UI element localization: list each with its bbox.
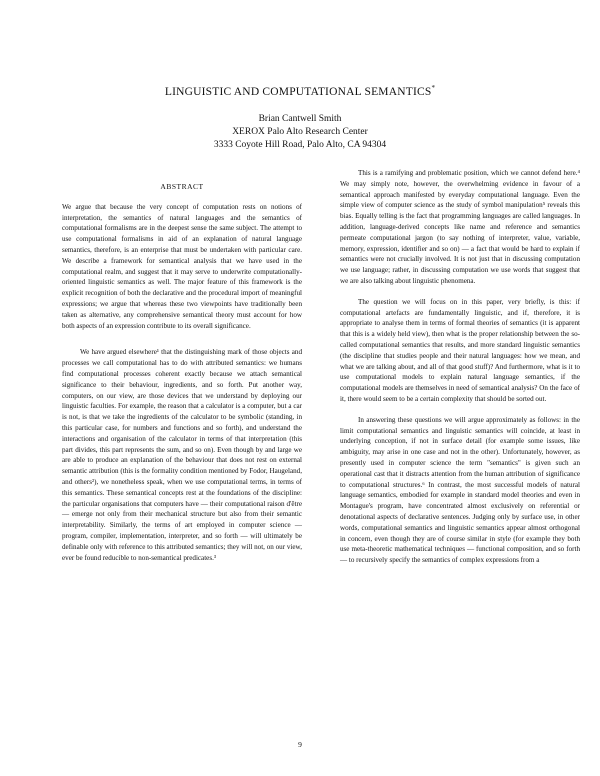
spacer — [62, 331, 302, 347]
author-name: Brian Cantwell Smith — [258, 114, 342, 124]
author-address: 3333 Coyote Hill Road, Palo Alto, CA 94304 — [213, 140, 387, 150]
body-paragraph-right-2: The question we will focus on in this paper, very briefly, is this: if computational artefacts are fundamentally linguistic, and if, therefore, it is appropriate to analyse them in terms of formal theories of semantics (it is apparent that this is a widely held view), then what is the proper relationship between the so-called computational semantics that results, and more standard linguistic semantics (the discipline that studies people and their natural languages: how we mean, and what we are talking about, and all of that good stuff)? And furthermore, what is it to use computational models to explain natural language semantics, if the computational models are themselves in need of semantical analysis? On the face of it, there would seem to be a certain complexity that should be sorted out. — [340, 297, 580, 403]
body-paragraph-left: We have argued elsewhere¹ that the distinguishing mark of those objects and processes we call computational has to do with attributed semantics: we humans find computational processes coherent exactly because we attach semantical significance to their behaviour, ingredients, and so forth. Put another way, computers, on our view, are those devices that we understand by deploying our linguistic faculties. For example, the reason that a calculator is a computer, but a car is not, is that we take the ingredients of the calculator to be symbolic (standing, in this particular case, for numbers and functions and so forth), and understand the interactions and organisation of the calculator in terms of that interpretation (this part divides, this part represents the sum, and so on). Even though by and large we are able to produce an explanation of the behaviour that does not rest on external semantic attribution (this is the formality condition mentioned by Fodor, Haugeland, and others²), we nonetheless speak, when we use computational terms, in terms of this semantics. These semantical concepts rest at the foundations of the discipline: the particular organisations that computers have — their computational raison d'être — emerge not only from their mechanical structure but also from their semantic interpretability. Similarly, the terms of art employed in computer science — program, compiler, implementation, interpreter, and so forth — will ultimately be definable only with reference to this attributed semantics; they will not, on our view, ever be found reducible to non-semantical predicates.³ — [62, 348, 302, 562]
body-paragraph-right-1: This is a ramifying and problematic position, which we cannot defend here.⁴ We may simply note, however, the overwhelming evidence in favour of a semantical approach manifested by everyday computational language. Even the simple view of computer science as the study of symbol manipulation⁵ reveals this bias. Equally telling is the fact that programming languages are called languages. In addition, language-derived concepts like name and reference and semantics permeate computational jargon (to say nothing of interpreter, value, variable, memory, expression, identifier and so on) — a fact that would be hard to explain if semantics were not crucially involved. It is not just that in discussing computation we use language; rather, in discussing computation we use words that suggest that we are also talking about linguistic phenomena. — [340, 169, 580, 285]
left-column — [62, 182, 302, 563]
abstract-heading: ABSTRACT — [160, 182, 204, 191]
right-column — [340, 168, 580, 566]
title-text: LINGUISTIC AND COMPUTATIONAL SEMANTICS — [164, 85, 432, 98]
paper-title — [0, 84, 600, 98]
page-number: 9 — [298, 740, 302, 749]
author-block — [0, 113, 600, 152]
body-paragraph-right-3: In answering these questions we will argue approximately as follows: in the limit computational semantics and linguistic semantics will coincide, at least in underlying conception, if not in surface detail (for example some issues, like ambiguity, may arise in one case and not in the other). Unfortunately, however, as presently used in computer science the term "semantics" is given such an operational cast that it distracts attention from the human attribution of significance to computational structures.⁶ In contrast, the most successful models of natural language semantics, embodied for example in standard model theories and even in Montague's program, have concentrated almost exclusively on referential or denotational aspects of declarative sentences. Judging only by surface use, in other words, computational semantics and linguistic semantics appear almost orthogonal in concern, even though they are of course similar in style (for example they both use meta-theoretic mathematical techniques — functional composition, and so forth — to recursively specify the semantics of complex expressions from a — [340, 415, 580, 565]
author-affiliation: XEROX Palo Alto Research Center — [232, 127, 368, 137]
title-footnote-mark: * — [431, 84, 436, 92]
abstract-text: We argue that because the very concept of computation rests on notions of interpretation, the semantics of natural languages and the semantics of computational formalisms are in the deepest sense the same subject. The attempt to use computational formalisms in aid of an explanation of natural language semantics, therefore, is an enterprise that must be undertaken with particular care. We describe a framework for semantical analysis that we have used in the computational realm, and suggest that it may serve to underwrite computationally-oriented linguistic semantics as well. The major feature of this framework is the explicit recognition of both the declarative and the procedural import of meaningful expressions; we argue that whereas these two viewpoints have traditionally been taken as alternative, any comprehensive semantical theory must account for how both aspects of an expression contribute to its overall significance. — [62, 202, 302, 330]
